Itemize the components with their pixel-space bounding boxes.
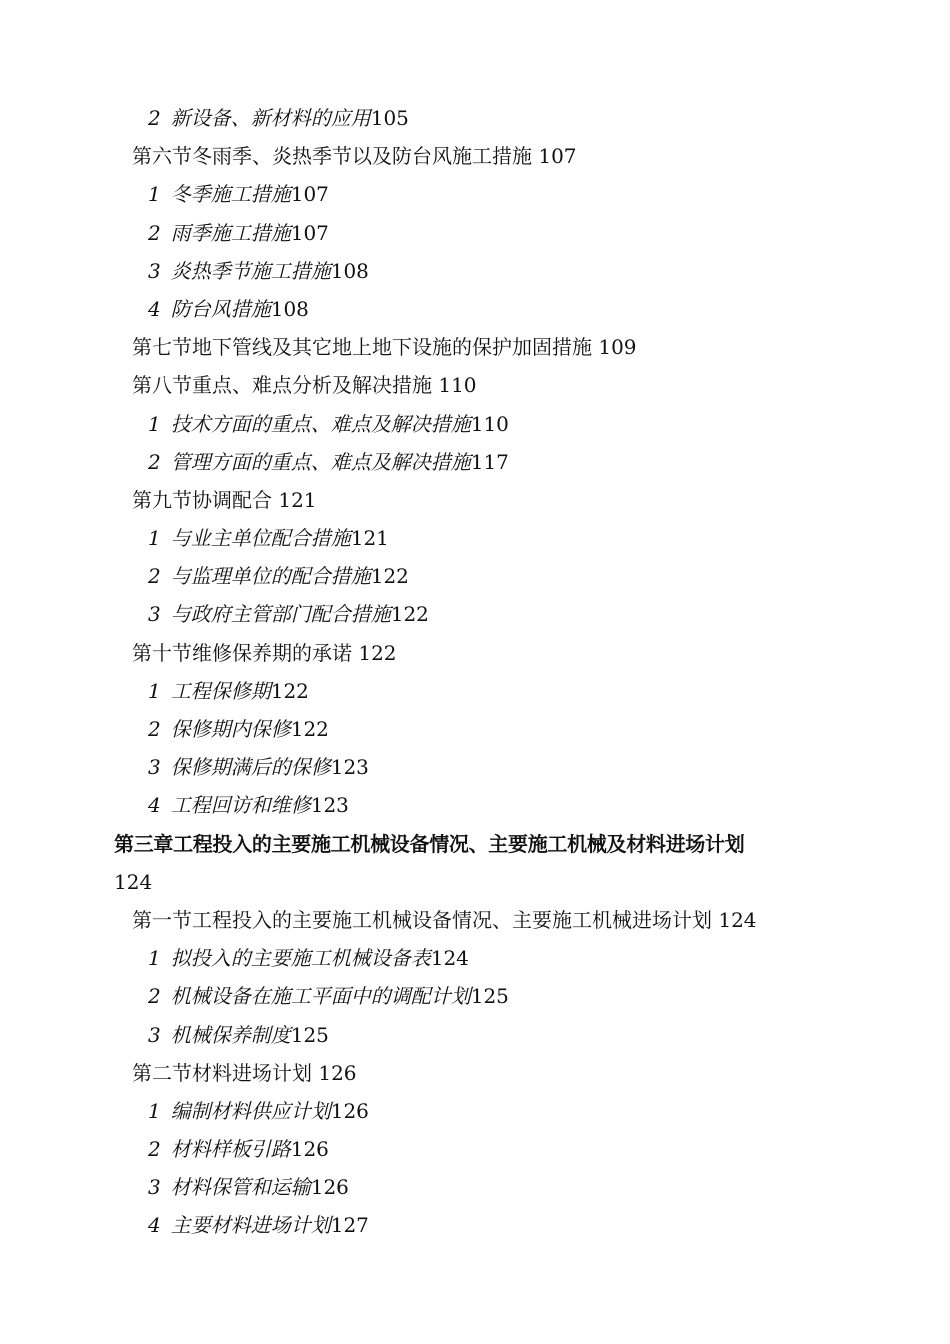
toc-page-number: 108	[330, 258, 369, 283]
toc-item-number: 2	[148, 449, 161, 474]
toc-item-number: 2	[148, 1137, 161, 1162]
toc-entry-title: 保修期满后的保修	[170, 755, 331, 780]
toc-page-number: 121	[278, 487, 317, 512]
toc-subsection-entry[interactable]	[0, 786, 950, 824]
toc-entry-title: 拟投入的主要施工机械设备表	[170, 946, 431, 971]
toc-page-number: 122	[270, 678, 309, 703]
toc-subsection-entry[interactable]	[0, 557, 950, 595]
toc-chapter-title[interactable]: 第三章工程投入的主要施工机械设备情况、主要施工机械及材料进场计划	[114, 831, 745, 856]
toc-subsection-entry[interactable]	[0, 1092, 950, 1130]
toc-item-number: 2	[148, 717, 161, 741]
toc-section-entry[interactable]	[0, 366, 950, 404]
toc-chapter-page-number: 124	[114, 869, 153, 894]
toc-item-number: 1	[148, 946, 161, 971]
toc-page-number: 124	[718, 907, 757, 932]
toc-entry-title: 与政府主管部门配合措施	[170, 602, 391, 627]
toc-section-entry[interactable]	[0, 328, 950, 366]
toc-item-number: 1	[148, 526, 161, 551]
toc-entry-title: 编制材料供应计划	[170, 1098, 331, 1123]
toc-entry-title: 第一节工程投入的主要施工机械设备情况、主要施工机械进场计划	[132, 907, 712, 932]
toc-entry-title: 炎热季节施工措施	[170, 258, 331, 283]
toc-item-number: 1	[148, 411, 161, 436]
toc-subsection-entry[interactable]	[0, 214, 950, 252]
toc-item-number: 4	[148, 1213, 161, 1238]
toc-page-number: 122	[290, 717, 329, 741]
toc-item-number: 1	[148, 182, 161, 207]
table-of-contents	[0, 99, 950, 1245]
toc-page-number: 122	[390, 602, 429, 627]
toc-page-number: 123	[310, 793, 349, 818]
toc-entry-title: 材料保管和运输	[170, 1175, 311, 1200]
toc-page-number: 126	[290, 1137, 329, 1162]
toc-entry-title: 新设备、新材料的应用	[170, 106, 371, 130]
toc-entry-title: 材料样板引路	[170, 1137, 291, 1162]
toc-item-number: 3	[148, 258, 161, 283]
toc-item-number: 3	[148, 755, 161, 780]
toc-item-number: 1	[148, 1098, 161, 1123]
toc-subsection-entry[interactable]	[0, 175, 950, 213]
toc-subsection-entry[interactable]	[0, 1016, 950, 1054]
toc-subsection-entry[interactable]	[0, 405, 950, 443]
toc-entry-title: 与监理单位的配合措施	[170, 564, 371, 589]
toc-item-number: 3	[148, 1175, 161, 1200]
toc-item-number: 2	[148, 564, 161, 589]
toc-entry-title: 冬季施工措施	[170, 182, 291, 207]
toc-entry-title: 第七节地下管线及其它地上地下设施的保护加固措施	[132, 335, 592, 360]
toc-section-entry[interactable]	[0, 901, 950, 939]
toc-page-number: 122	[370, 564, 409, 589]
toc-entry-title: 机械保养制度	[170, 1022, 291, 1047]
toc-entry-title: 工程回访和维修	[170, 793, 311, 818]
toc-page-number: 121	[350, 526, 389, 551]
toc-page-number: 127	[330, 1213, 369, 1238]
toc-page-number: 126	[310, 1175, 349, 1200]
toc-entry-title: 雨季施工措施	[170, 220, 291, 245]
toc-section-entry[interactable]	[0, 634, 950, 672]
toc-entry-title: 第十节维修保养期的承诺	[132, 640, 352, 665]
toc-page-number: 123	[330, 755, 369, 780]
toc-section-entry[interactable]	[0, 1054, 950, 1092]
toc-entry-title: 第六节冬雨季、炎热季节以及防台风施工措施	[132, 144, 532, 169]
toc-item-number: 3	[148, 1022, 161, 1047]
toc-entry-title: 防台风措施	[170, 296, 271, 321]
toc-page-number: 107	[290, 220, 329, 245]
toc-subsection-entry[interactable]	[0, 710, 950, 748]
toc-entry-title: 第二节材料进场计划	[132, 1060, 312, 1085]
toc-entry-title: 保修期内保修	[170, 717, 291, 741]
toc-subsection-entry[interactable]	[0, 1130, 950, 1168]
toc-page-number: 108	[270, 296, 309, 321]
toc-subsection-entry[interactable]	[0, 672, 950, 710]
toc-subsection-entry[interactable]	[0, 99, 950, 137]
toc-page-number: 126	[318, 1060, 357, 1085]
toc-item-number: 1	[148, 678, 161, 703]
toc-item-number: 4	[148, 296, 161, 321]
toc-page-number: 110	[438, 373, 477, 398]
toc-page-number: 124	[430, 946, 469, 971]
toc-subsection-entry[interactable]	[0, 939, 950, 977]
toc-item-number: 4	[148, 793, 161, 818]
toc-entry-title: 主要材料进场计划	[170, 1213, 331, 1238]
toc-entry-title: 第九节协调配合	[132, 487, 272, 512]
toc-item-number: 2	[148, 220, 161, 245]
toc-subsection-entry[interactable]	[0, 252, 950, 290]
toc-entry-title: 工程保修期	[170, 678, 271, 703]
toc-page-number: 125	[290, 1022, 329, 1047]
toc-page-number: 126	[330, 1098, 369, 1123]
toc-page-number: 122	[358, 640, 397, 665]
toc-section-entry[interactable]	[0, 481, 950, 519]
toc-subsection-entry[interactable]	[0, 443, 950, 481]
toc-page-number: 117	[470, 449, 509, 474]
toc-page-number: 105	[370, 106, 409, 130]
toc-item-number: 2	[148, 106, 161, 130]
toc-page-number: 107	[290, 182, 329, 207]
toc-subsection-entry[interactable]	[0, 1206, 950, 1244]
toc-entry-title: 管理方面的重点、难点及解决措施	[170, 449, 471, 474]
toc-page-number: 107	[538, 144, 577, 169]
toc-item-number: 2	[148, 984, 161, 1009]
toc-entry-title: 第八节重点、难点分析及解决措施	[132, 373, 432, 398]
toc-subsection-entry[interactable]	[0, 748, 950, 786]
toc-section-entry[interactable]	[0, 137, 950, 175]
toc-page-number: 125	[470, 984, 509, 1009]
toc-subsection-entry[interactable]	[0, 595, 950, 633]
toc-subsection-entry[interactable]	[0, 1168, 950, 1206]
toc-subsection-entry[interactable]	[0, 519, 950, 557]
toc-subsection-entry[interactable]	[0, 977, 950, 1015]
toc-subsection-entry[interactable]	[0, 290, 950, 328]
toc-item-number: 3	[148, 602, 161, 627]
toc-page-number: 110	[470, 411, 509, 436]
toc-page-number: 109	[598, 335, 637, 360]
toc-entry-title: 与业主单位配合措施	[170, 526, 351, 551]
toc-entry-title: 机械设备在施工平面中的调配计划	[170, 984, 471, 1009]
toc-entry-title: 技术方面的重点、难点及解决措施	[170, 411, 471, 436]
